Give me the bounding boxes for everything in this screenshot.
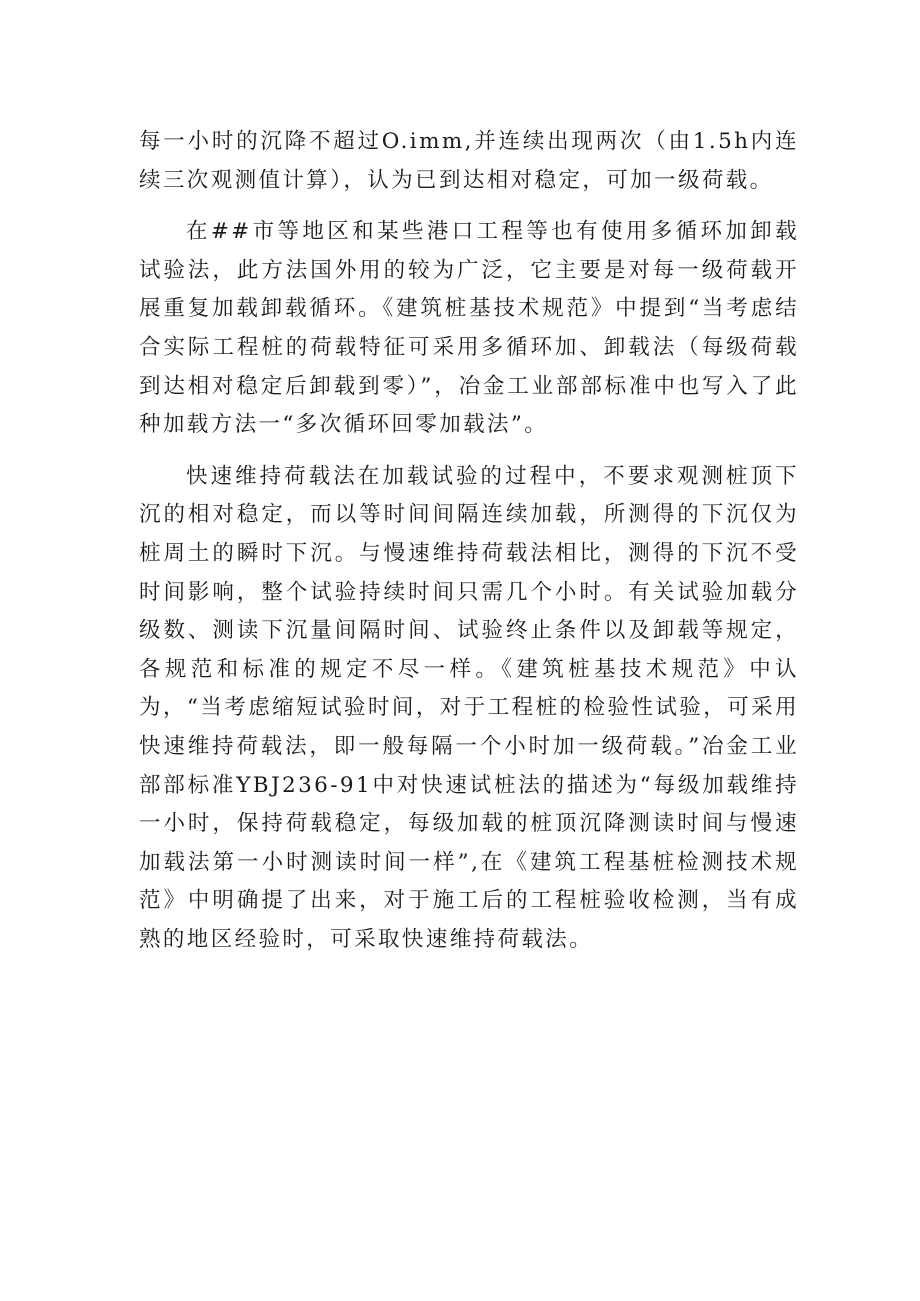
paragraph-cyclic-loading: 在##市等地区和某些港口工程等也有使用多循环加卸载试验法，此方法国外用的较为广泛，它主要是对每一级荷载开展重复加载卸载循环。《建筑桩基技术规范》中提到“当考虑结合实际工程桩的荷载特征可采用多循环加、卸载法（每级荷载到达相对稳定后卸载到零）”，冶金工业部部标准中也写入了此种加载方法一“多次循环回零加载法”。 <box>139 219 799 438</box>
paragraph-quick-maintained-load: 快速维持荷载法在加载试验的过程中，不要求观测桩顶下沉的相对稳定，而以等时间间隔连续加载，所测得的下沉仅为桩周土的瞬时下沉。与慢速维持荷载法相比，测得的下沉不受时间影响，整个试验持续时间只需几个小时。有关试验加载分级数、测读下沉量间隔时间、试验终止条件以及卸载等规定，各规范和标准的规定不尽一样。《建筑桩基技术规范》中认为，“当考虑缩短试验时间，对于工程桩的检验性试验，可采用快速维持荷载法，即一般每隔一个小时加一级荷载。”冶金工业部部标准YBJ236-91中对快速试桩法的描述为“每级加载维持一小时，保持荷载稳定，每级加载的桩顶沉降测读时间与慢速加载法第一小时测读时间一样”,在《建筑工程基桩检测技术规范》中明确提了出来，对于施工后的工程桩验收检测，当有成熟的地区经验时，可采取快速维持荷载法。 <box>139 463 799 952</box>
document-body <box>139 123 799 972</box>
paragraph-continuation: 每一小时的沉降不超过O.imm,并连续出现两次（由1.5h内连续三次观测值计算），认为已到达相对稳定，可加一级荷载。 <box>139 129 799 193</box>
